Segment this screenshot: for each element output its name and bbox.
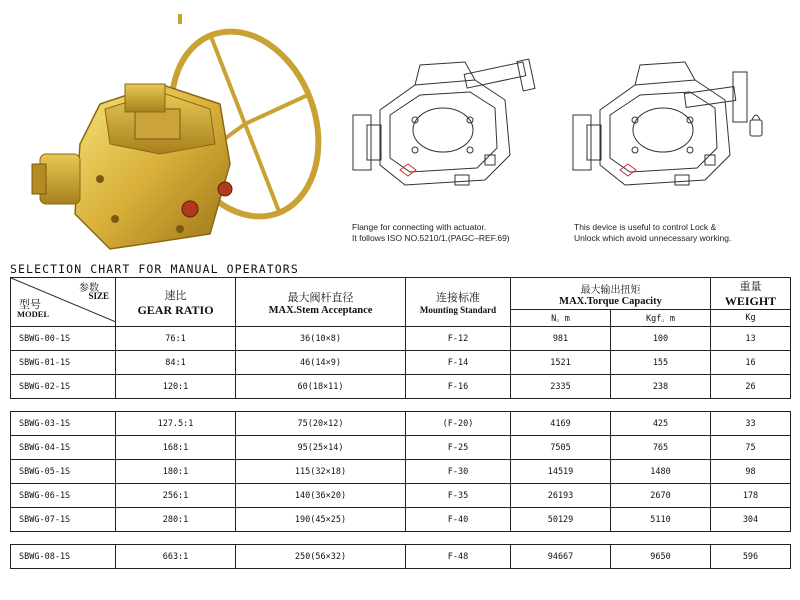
ratio-header xyxy=(116,278,236,327)
mount-en: Mounting Standard xyxy=(419,305,497,315)
weight-cell: 26 xyxy=(711,375,791,399)
ratio-cell: 256:1 xyxy=(116,484,236,508)
torque-nm-cell: 4169 xyxy=(511,412,611,436)
model-cell: SBWG-04-1S xyxy=(11,436,116,460)
ratio-cell: 663:1 xyxy=(116,545,236,569)
ratio-cell: 168:1 xyxy=(116,436,236,460)
stem-cell: 250(56×32) xyxy=(236,545,406,569)
torque-nm-cell: 94667 xyxy=(511,545,611,569)
torque-nm-cell: 1521 xyxy=(511,351,611,375)
stem-cell: 60(18×11) xyxy=(236,375,406,399)
separator-cell xyxy=(711,399,791,412)
torque-cn: 最大输出扭矩 xyxy=(580,284,641,296)
mount-cell: F-16 xyxy=(406,375,511,399)
mount-cell: F-35 xyxy=(406,484,511,508)
model-en-label: MODEL xyxy=(17,309,50,319)
separator-cell xyxy=(11,399,116,412)
separator-cell xyxy=(236,532,406,545)
ratio-cell: 120:1 xyxy=(116,375,236,399)
separator-cell xyxy=(11,532,116,545)
ratio-en: GEAR RATIO xyxy=(137,302,214,317)
separator-cell xyxy=(511,532,611,545)
ratio-cell: 180:1 xyxy=(116,460,236,484)
separator-cell xyxy=(611,399,711,412)
stem-cell: 115(32×18) xyxy=(236,460,406,484)
stem-cell: 36(10×8) xyxy=(236,327,406,351)
selection-table xyxy=(10,277,791,569)
group-separator xyxy=(11,532,791,545)
param-label: 参数 xyxy=(79,283,99,294)
model-cell: SBWG-03-1S xyxy=(11,412,116,436)
mount-cell: F-40 xyxy=(406,508,511,532)
stem-cn: 最大阀杆直径 xyxy=(287,290,354,304)
torque-kgf-cell: 238 xyxy=(611,375,711,399)
model-cell: SBWG-02-1S xyxy=(11,375,116,399)
separator-cell xyxy=(711,532,791,545)
separator-cell xyxy=(236,399,406,412)
weight-cell: 304 xyxy=(711,508,791,532)
torque-kgf-cell: 425 xyxy=(611,412,711,436)
ratio-cell: 76:1 xyxy=(116,327,236,351)
table-row xyxy=(11,484,791,508)
lock-drawing xyxy=(565,50,775,210)
stem-en: MAX.Stem Acceptance xyxy=(268,304,373,316)
table-row xyxy=(11,327,791,351)
stem-cell: 75(20×12) xyxy=(236,412,406,436)
torque-nm-cell: 7505 xyxy=(511,436,611,460)
product-figures xyxy=(0,0,800,258)
separator-cell xyxy=(116,532,236,545)
operator-photo xyxy=(30,14,330,254)
table-row xyxy=(11,460,791,484)
separator-cell xyxy=(611,532,711,545)
table-row xyxy=(11,412,791,436)
ratio-cell: 84:1 xyxy=(116,351,236,375)
torque-nm-cell: 981 xyxy=(511,327,611,351)
torque-kgf-cell: 100 xyxy=(611,327,711,351)
chart-title: SELECTION CHART FOR MANUAL OPERATORS xyxy=(10,262,299,276)
separator-cell xyxy=(116,399,236,412)
flange-caption: Flange for connecting with actuator. It follows ISO NO.5210/1.(PAGC–REF.69) xyxy=(352,222,510,243)
unit-kg: Kg xyxy=(711,310,791,327)
size-label: SIZE xyxy=(88,291,109,301)
flange-drawing xyxy=(345,50,555,210)
weight-cell: 98 xyxy=(711,460,791,484)
torque-kgf-cell: 155 xyxy=(611,351,711,375)
group-separator xyxy=(11,399,791,412)
stem-cell: 140(36×20) xyxy=(236,484,406,508)
mount-cell: F-14 xyxy=(406,351,511,375)
torque-kgf-cell: 2670 xyxy=(611,484,711,508)
model-cell: SBWG-00-1S xyxy=(11,327,116,351)
torque-nm-cell: 50129 xyxy=(511,508,611,532)
unit-kgf: Kgf。m xyxy=(611,310,711,327)
model-cell: SBWG-08-1S xyxy=(11,545,116,569)
torque-kgf-cell: 9650 xyxy=(611,545,711,569)
mount-cell: F-12 xyxy=(406,327,511,351)
mount-cn: 连接标准 xyxy=(436,291,480,304)
mount-cell: F-48 xyxy=(406,545,511,569)
torque-en: MAX.Torque Capacity xyxy=(559,295,662,307)
weight-cell: 13 xyxy=(711,327,791,351)
table-row xyxy=(11,351,791,375)
table-row xyxy=(11,508,791,532)
mount-cell: (F-20) xyxy=(406,412,511,436)
stem-cell: 190(45×25) xyxy=(236,508,406,532)
weight-cell: 16 xyxy=(711,351,791,375)
torque-nm-cell: 2335 xyxy=(511,375,611,399)
model-cell: SBWG-05-1S xyxy=(11,460,116,484)
model-cell: SBWG-07-1S xyxy=(11,508,116,532)
mount-cell: F-30 xyxy=(406,460,511,484)
mount-cell: F-25 xyxy=(406,436,511,460)
separator-cell xyxy=(406,399,511,412)
torque-kgf-cell: 765 xyxy=(611,436,711,460)
stem-cell: 46(14×9) xyxy=(236,351,406,375)
torque-nm-cell: 26193 xyxy=(511,484,611,508)
stem-cell: 95(25×14) xyxy=(236,436,406,460)
ratio-cell: 280:1 xyxy=(116,508,236,532)
mount-header xyxy=(406,278,511,327)
model-size-header xyxy=(11,278,116,327)
ratio-cell: 127.5:1 xyxy=(116,412,236,436)
ratio-cn: 速比 xyxy=(164,288,187,302)
torque-kgf-cell: 5110 xyxy=(611,508,711,532)
unit-nm: N。m xyxy=(511,310,611,327)
weight-cell: 596 xyxy=(711,545,791,569)
table-row xyxy=(11,375,791,399)
lock-caption: This device is useful to control Lock & Unlock which avoid unnecessary working. xyxy=(574,222,732,243)
weight-cell: 178 xyxy=(711,484,791,508)
model-cell: SBWG-01-1S xyxy=(11,351,116,375)
weight-cell: 33 xyxy=(711,412,791,436)
separator-cell xyxy=(406,532,511,545)
stem-header xyxy=(236,278,406,327)
model-cell: SBWG-06-1S xyxy=(11,484,116,508)
header-row-1 xyxy=(11,278,791,310)
weight-cell: 75 xyxy=(711,436,791,460)
model-cn-label: 型号 xyxy=(19,298,41,311)
torque-nm-cell: 14519 xyxy=(511,460,611,484)
torque-header xyxy=(511,278,711,310)
table-row xyxy=(11,545,791,569)
weight-en: WEIGHT xyxy=(724,294,777,308)
table-row xyxy=(11,436,791,460)
separator-cell xyxy=(511,399,611,412)
torque-kgf-cell: 1480 xyxy=(611,460,711,484)
weight-cn: 重量 xyxy=(739,280,762,293)
weight-header xyxy=(711,278,791,310)
